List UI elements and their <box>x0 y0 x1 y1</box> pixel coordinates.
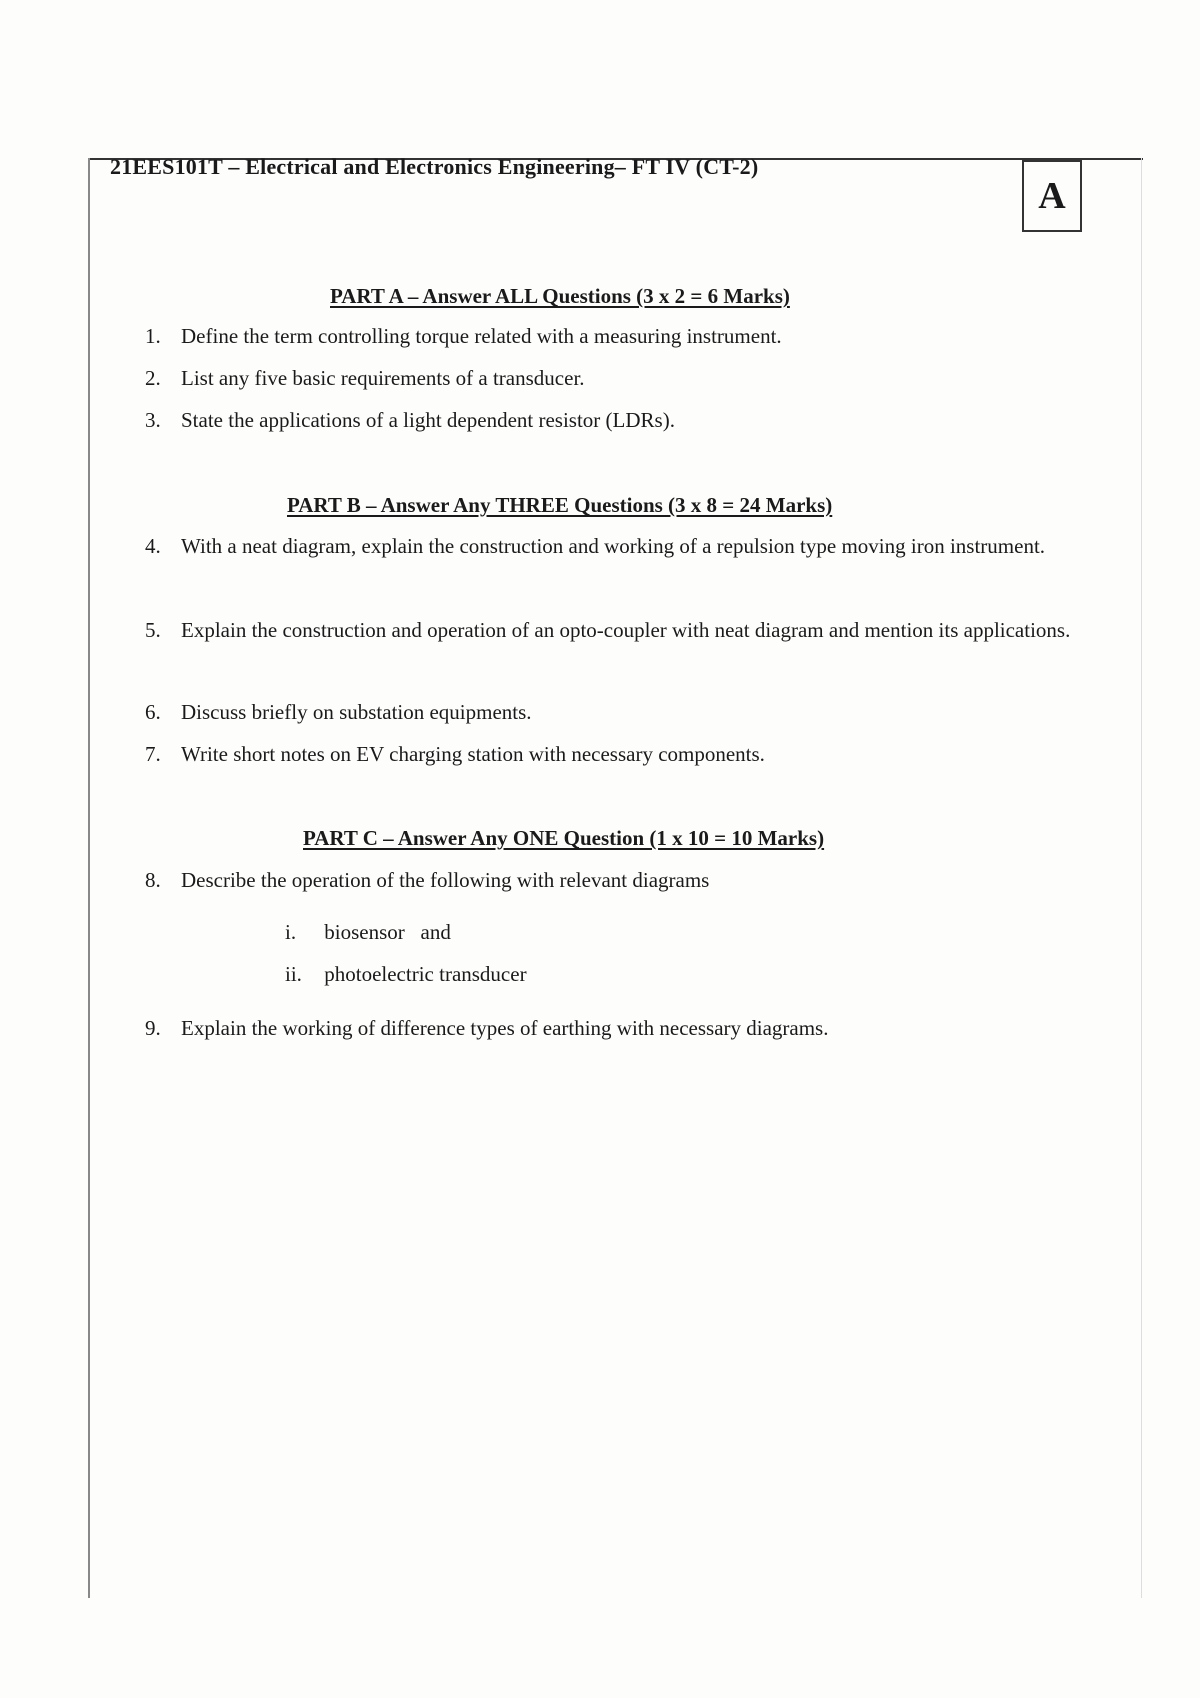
question-4 <box>145 526 1120 566</box>
question-number: 9. <box>145 1016 161 1040</box>
page-border-left <box>88 158 90 1598</box>
sub-item-ii <box>285 954 527 994</box>
question-5 <box>145 610 1120 650</box>
question-text: State the applications of a light dependent resistor (LDRs). <box>181 408 675 432</box>
question-text: List any five basic requirements of a transducer. <box>181 366 585 390</box>
set-label: A <box>1038 175 1066 217</box>
course-header: 21EES101T – Electrical and Electronics Engineering– FT IV (CT-2) <box>110 154 759 179</box>
sub-item-number: i. <box>285 920 297 944</box>
question-8 <box>145 860 1120 900</box>
question-text: Discuss briefly on substation equipments. <box>181 700 532 724</box>
sub-item-text: biosensor and <box>324 920 451 944</box>
question-text: Explain the construction and operation of an opto-coupler with neat diagram and mention its applications. <box>181 618 1071 642</box>
question-text: Define the term controlling torque related with a measuring instrument. <box>181 324 782 348</box>
part-b-title: PART B – Answer Any THREE Questions (3 x 8 = 24 Marks) <box>287 493 833 517</box>
question-number: 5. <box>145 618 161 642</box>
question-number: 4. <box>145 534 161 558</box>
question-text: Write short notes on EV charging station with necessary components. <box>181 742 765 766</box>
question-number: 6. <box>145 700 161 724</box>
question-2 <box>145 358 1120 398</box>
question-number: 2. <box>145 366 161 390</box>
question-3 <box>145 400 1120 440</box>
sub-item-number: ii. <box>285 962 302 986</box>
question-number: 3. <box>145 408 161 432</box>
question-number: 1. <box>145 324 161 348</box>
part-a-title: PART A – Answer ALL Questions (3 x 2 = 6 Marks) <box>330 284 790 308</box>
part-c-title: PART C – Answer Any ONE Question (1 x 10 = 10 Marks) <box>303 826 825 850</box>
question-number: 8. <box>145 868 161 892</box>
question-text: Describe the operation of the following with relevant diagrams <box>181 868 710 892</box>
question-text: With a neat diagram, explain the construction and working of a repulsion type moving iron instrument. <box>181 534 1046 558</box>
sub-item-i <box>285 912 451 952</box>
page-border-right <box>1141 158 1142 1598</box>
question-1 <box>145 316 1120 356</box>
sub-item-text: photoelectric transducer <box>324 962 527 986</box>
question-number: 7. <box>145 742 161 766</box>
question-9 <box>145 1008 1120 1048</box>
question-text: Explain the working of difference types of earthing with necessary diagrams. <box>181 1016 829 1040</box>
question-7 <box>145 734 1120 774</box>
set-label-box <box>1022 160 1082 232</box>
question-6 <box>145 692 1120 732</box>
